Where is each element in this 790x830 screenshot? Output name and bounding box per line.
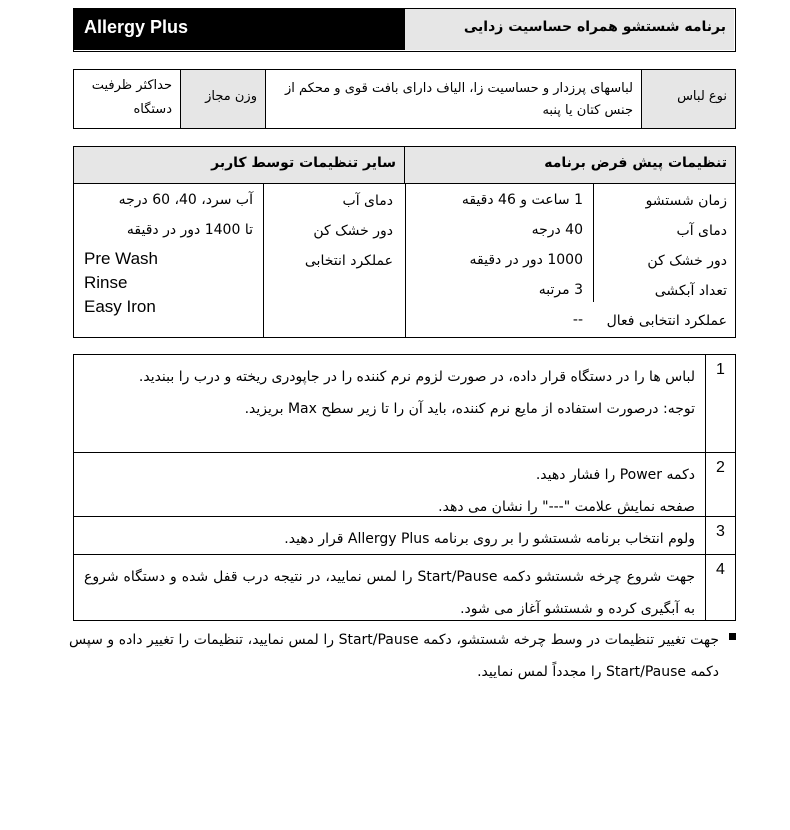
default-label-wash-time: زمان شستشو <box>645 193 727 209</box>
step-row <box>74 517 735 555</box>
user-function-rinse: Rinse <box>84 273 128 292</box>
user-label-water-temp: دمای آب <box>342 193 393 209</box>
clothes-type-value: لباسهای پرزدار و حساسیت زا، الیاف دارای بافت قوی و محکم از جنس کتان یا پنبه <box>266 70 642 128</box>
step-main-text: لباس ها را در دستگاه قرار داده، در صورت لزوم نرم کننده را در جاپودری ریخته و درب را ببندید. <box>138 369 695 385</box>
allowed-weight-value: حداکثر ظرفیت دستگاه <box>91 78 172 117</box>
default-label-water-temp: دمای آب <box>676 223 727 239</box>
step-main-text: جهت شروع چرخه شستشو دکمه Start/Pause را لمس نمایید، در نتیجه درب قفل شده و دستگاه شروع به آبگیری کرده و شستشو آغاز می شود. <box>84 569 695 617</box>
default-value-active-function: -- <box>572 312 583 328</box>
step-text <box>74 355 705 452</box>
program-header <box>73 8 736 52</box>
step-note: صفحه نمایش علامت "---" را نشان می دهد. <box>438 499 695 515</box>
column-divider <box>593 184 594 302</box>
bullet-note <box>69 624 739 688</box>
user-value-water-temp: آب سرد، 40، 60 درجه <box>118 192 253 208</box>
step-note: توجه: درصورت استفاده از مایع نرم کننده، باید آن را تا زیر سطح Max بریزید. <box>244 401 695 417</box>
column-divider <box>405 184 406 337</box>
step-main-text: ولوم انتخاب برنامه شستشو را بر روی برنامه Allergy Plus قرار دهید. <box>284 531 695 547</box>
step-number: 4 <box>705 555 735 620</box>
step-row <box>74 453 735 517</box>
default-value-spin: 1000 دور در دقیقه <box>469 252 583 268</box>
step-main-text: دکمه Power را فشار دهید. <box>535 467 695 483</box>
user-function-prewash: Pre Wash <box>84 249 159 268</box>
clothes-type-label: نوع لباس <box>642 70 735 128</box>
step-row <box>74 355 735 453</box>
step-number: 2 <box>705 453 735 516</box>
bullet-text: جهت تغییر تنظیمات در وسط چرخه شستشو، دکمه Start/Pause را لمس نمایید، تنظیمات را تغییر داده و سپس دکمه Start/Pause را مجدداً لمس نمایید. <box>69 632 719 680</box>
default-label-spin: دور خشک کن <box>647 253 727 269</box>
step-text <box>74 555 705 620</box>
user-label-functions: عملکرد انتخابی <box>304 253 393 269</box>
user-label-spin: دور خشک کن <box>313 223 393 239</box>
column-divider <box>263 184 264 337</box>
user-value-spin: تا 1400 دور در دقیقه <box>126 222 253 238</box>
square-bullet-icon <box>729 628 739 638</box>
allowed-weight-label: وزن مجاز <box>180 70 266 128</box>
default-value-water-temp: 40 درجه <box>531 222 583 238</box>
step-number: 3 <box>705 517 735 554</box>
user-settings-header: سایر تنظیمات توسط کاربر <box>74 147 405 184</box>
default-value-rinse-count: 3 مرتبه <box>538 282 583 298</box>
steps-table <box>73 354 736 621</box>
program-title: برنامه شستشو همراه حساسیت زدایی <box>405 9 734 50</box>
default-label-rinse-count: تعداد آبکشی <box>654 283 727 299</box>
program-name: Allergy Plus <box>74 9 405 50</box>
step-text <box>74 453 705 516</box>
default-label-active-function: عملکرد انتخابی فعال <box>606 313 727 329</box>
info-table <box>73 69 736 129</box>
default-value-wash-time: 1 ساعت و 46 دقیقه <box>461 192 583 208</box>
step-text <box>74 517 705 554</box>
default-settings-header: تنظیمات پیش فرض برنامه <box>404 147 735 184</box>
step-number: 1 <box>705 355 735 452</box>
step-row <box>74 555 735 620</box>
user-function-easy-iron: Easy Iron <box>84 297 156 316</box>
settings-table <box>73 146 736 338</box>
